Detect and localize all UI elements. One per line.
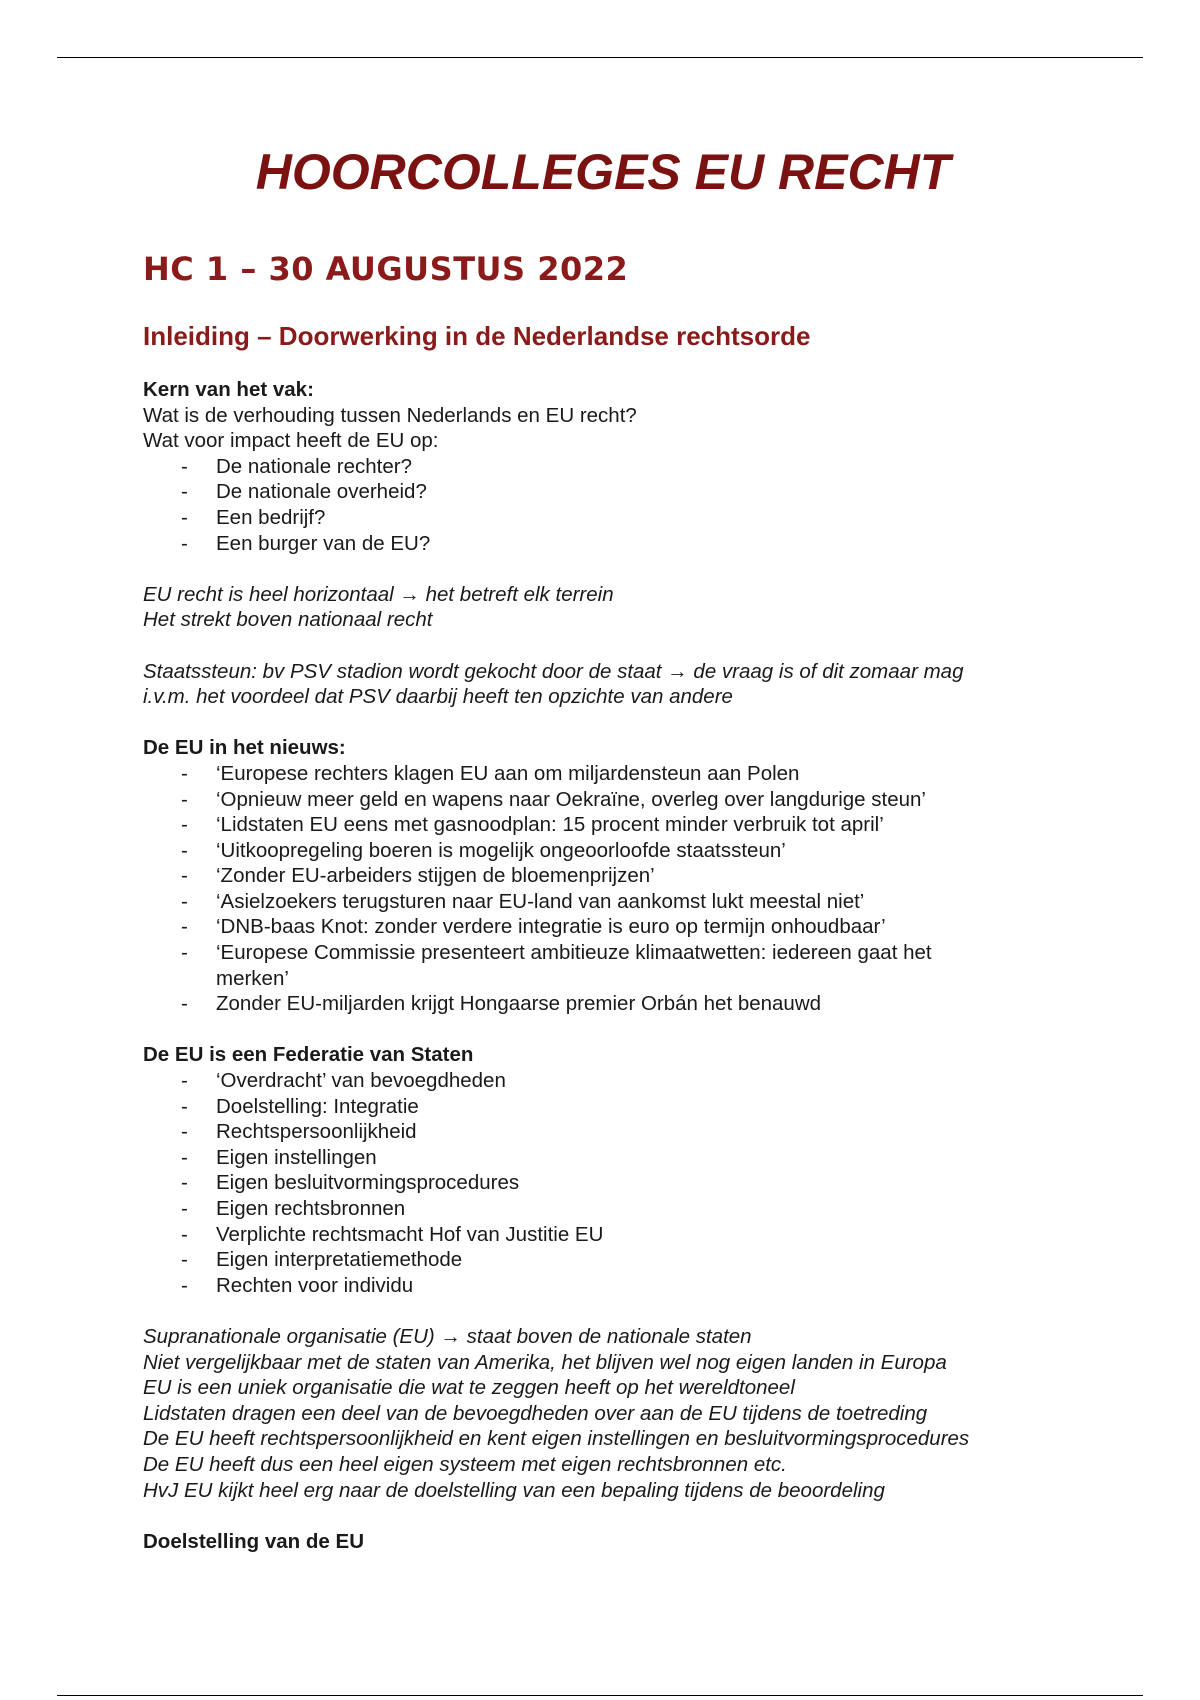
arrow-icon: → — [667, 659, 688, 683]
doelstelling-heading: Doelstelling van de EU — [143, 1529, 364, 1553]
top-rule — [57, 57, 1143, 58]
lecture-heading: HC 1 – 30 AUGUSTUS 2022 — [143, 250, 629, 288]
list-item: - ‘Overdracht’ van bevoegdheden — [181, 1069, 506, 1093]
supra-line: De EU heeft rechtspersoonlijkheid en kent eigen instellingen en besluitvormingsprocedures — [143, 1427, 970, 1451]
list-item: - Een burger van de EU? — [181, 531, 431, 555]
list-dash: - — [181, 787, 188, 811]
supra-line: Niet vergelijkbaar met de staten van Amerika, het blijven wel nog eigen landen in Europa — [143, 1350, 947, 1374]
list-item: - ‘Europese rechters klagen EU aan om miljardensteun aan Polen — [181, 761, 800, 785]
list-dash: - — [181, 1094, 188, 1118]
list-dash: - — [181, 505, 188, 529]
list-item: - Rechtspersoonlijkheid — [181, 1120, 417, 1144]
list-dash: - — [181, 889, 188, 913]
list-dash: - — [181, 454, 188, 478]
list-dash: - — [181, 1120, 188, 1144]
supra-line: Supranationale organisatie (EU) → staat boven de nationale staten — [143, 1324, 752, 1348]
section-heading: Inleiding – Doorwerking in de Nederlandse rechtsorde — [143, 321, 811, 351]
list-dash: - — [181, 1171, 188, 1195]
note-line: EU recht is heel horizontaal → het betreft elk terrein — [143, 582, 614, 606]
list-item: - Een bedrijf? — [181, 505, 326, 529]
list-item: - De nationale rechter? — [181, 454, 413, 478]
list-dash: - — [181, 480, 188, 504]
list-dash: - — [181, 915, 188, 939]
federatie-list — [143, 1068, 1063, 1298]
list-dash: - — [181, 1145, 188, 1169]
list-item: - ‘Zonder EU-arbeiders stijgen de bloemenprijzen’ — [181, 864, 655, 888]
kern-heading: Kern van het vak: — [143, 378, 314, 401]
list-item: - De nationale overheid? — [181, 480, 427, 504]
supra-line: Lidstaten dragen een deel van de bevoegdheden over aan de EU tijdens de toetreding — [143, 1401, 928, 1425]
supra-line: HvJ EU kijkt heel erg naar de doelstelling van een bepaling tijdens de beoordeling — [143, 1478, 885, 1502]
list-item: - Zonder EU-miljarden krijgt Hongaarse premier Orbán het benauwd — [181, 992, 822, 1016]
list-dash: - — [181, 813, 188, 837]
list-dash: - — [181, 1197, 188, 1220]
list-dash: - — [181, 1069, 188, 1093]
supra-line: EU is een uniek organisatie die wat te zeggen heeft op het wereldtoneel — [143, 1376, 795, 1400]
list-item: - Eigen rechtsbronnen — [181, 1197, 406, 1220]
list-dash: - — [181, 1222, 188, 1246]
list-item: - ‘Lidstaten EU eens met gasnoodplan: 15 procent minder verbruik tot april’ — [181, 813, 884, 837]
list-item: - Eigen interpretatiemethode — [181, 1248, 463, 1272]
list-item: - Eigen instellingen — [181, 1145, 377, 1169]
kern-line: Wat is de verhouding tussen Nederlands en EU recht? — [143, 403, 637, 427]
list-dash: - — [181, 531, 188, 555]
list-item: - Rechten voor individu — [181, 1273, 414, 1297]
list-item: - ‘Europese Commissie presenteert ambitieuze klimaatwetten: iedereen gaat het merken’ — [181, 941, 932, 990]
list-item: - ‘DNB-baas Knot: zonder verdere integratie is euro op termijn onhoudbaar’ — [181, 915, 886, 939]
list-dash: - — [181, 761, 188, 785]
note-line: Het strekt boven nationaal recht — [143, 608, 433, 632]
list-item: - Doelstelling: Integratie — [181, 1094, 419, 1118]
supra-line: De EU heeft dus een heel eigen systeem met eigen rechtsbronnen etc. — [143, 1452, 787, 1476]
nieuws-heading: De EU in het nieuws: — [143, 736, 346, 760]
document-title: HOORCOLLEGES EU RECHT — [255, 144, 951, 200]
nieuws-list — [143, 761, 1063, 1017]
federatie-heading: De EU is een Federatie van Staten — [143, 1043, 474, 1067]
list-dash: - — [181, 864, 188, 888]
list-item: - ‘Uitkoopregeling boeren is mogelijk ongeoorloofde staatssteun’ — [181, 838, 786, 862]
list-item: - Verplichte rechtsmacht Hof van Justitie EU — [181, 1222, 604, 1246]
list-dash: - — [181, 1273, 188, 1297]
staatssteun-note: Staatssteun: bv PSV stadion wordt gekocht door de staat → de vraag is of dit zomaar mag i.v.m. het voordeel dat PSV daarbij heeft ten opzichte van andere — [143, 659, 964, 709]
document-body — [143, 377, 1063, 1554]
arrow-icon: → — [440, 1324, 461, 1348]
list-item: - Eigen besluitvormingsprocedures — [181, 1171, 520, 1195]
kern-line: Wat voor impact heeft de EU op: — [143, 429, 439, 453]
list-item: - ‘Opnieuw meer geld en wapens naar Oekraïne, overleg over langdurige steun’ — [181, 787, 926, 811]
arrow-icon: → — [399, 582, 420, 606]
list-dash: - — [181, 992, 188, 1016]
list-dash: - — [181, 1248, 188, 1272]
list-dash: - — [181, 838, 188, 862]
list-dash: - — [181, 941, 188, 965]
list-item: - ‘Asielzoekers terugsturen naar EU-land van aankomst lukt meestal niet’ — [181, 889, 865, 913]
bottom-rule — [57, 1695, 1143, 1696]
kern-list — [143, 454, 1063, 556]
